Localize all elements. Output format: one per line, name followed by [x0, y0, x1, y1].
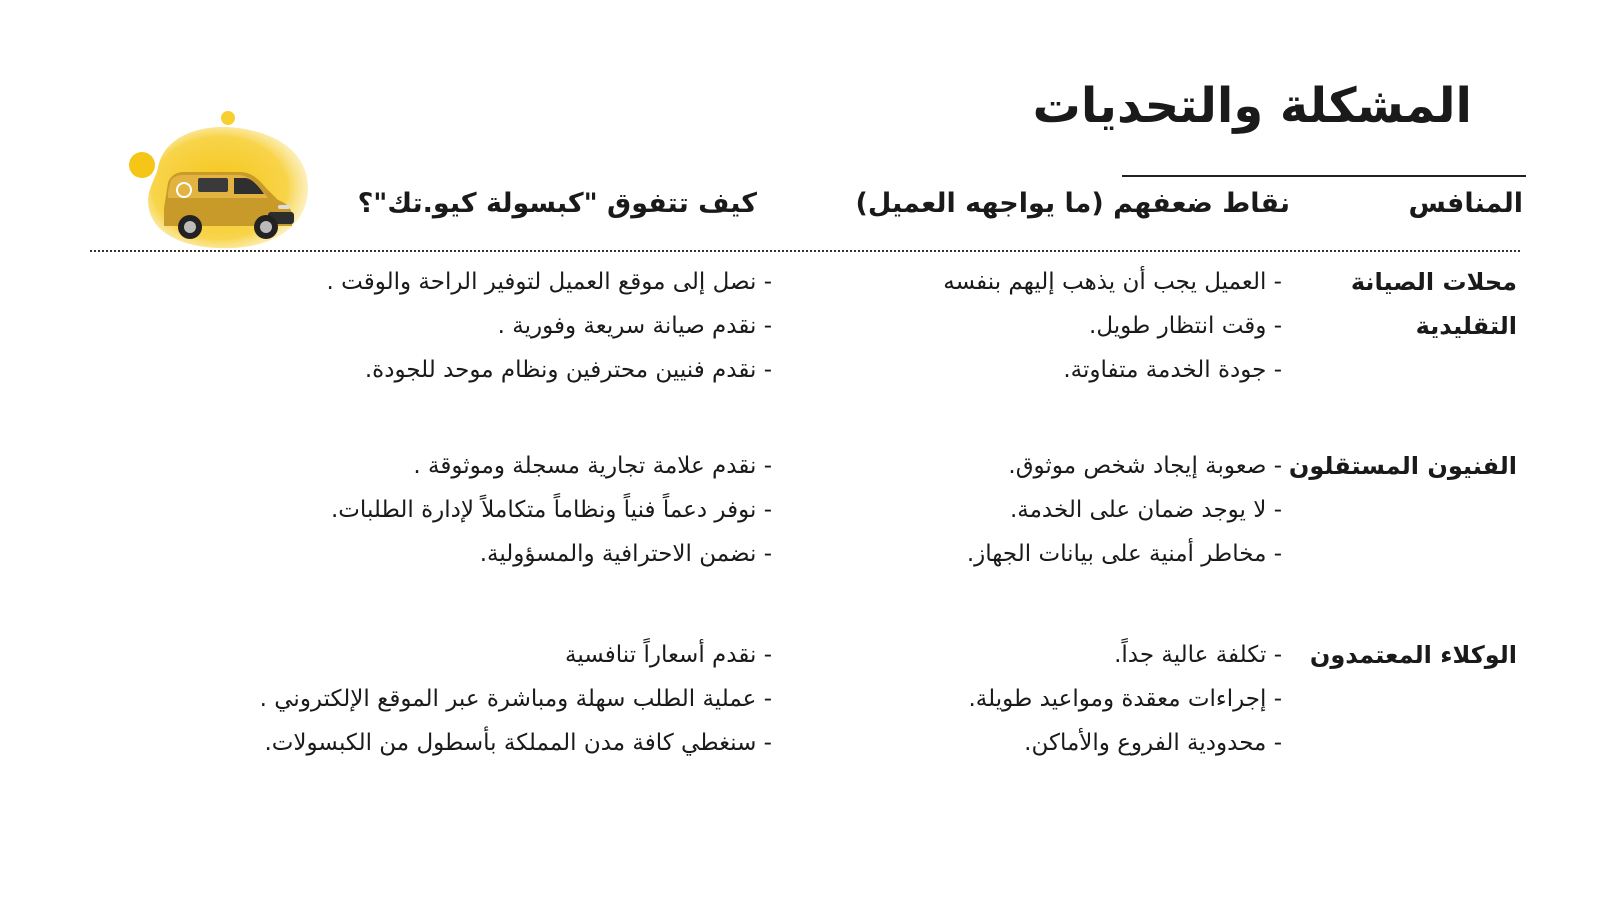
weakness-item: - إجراءات معقدة ومواعيد طويلة. — [968, 686, 1282, 712]
advantage-item: - نصل إلى موقع العميل لتوفير الراحة والوقت . — [326, 269, 772, 295]
table-row — [0, 444, 1600, 584]
advantage-item: - نوفر دعماً فنياً ونظاماً متكاملاً لإدارة الطلبات. — [330, 497, 772, 523]
weakness-list — [943, 260, 1282, 392]
advantage-item: - نقدم صيانة سريعة وفورية . — [497, 313, 772, 339]
weakness-item: - مخاطر أمنية على بيانات الجهاز. — [966, 541, 1282, 567]
weakness-list — [967, 444, 1282, 576]
advantage-list — [260, 633, 772, 765]
competitor-name: محلات الصيانة التقليدية — [1350, 268, 1517, 340]
weakness-list — [968, 633, 1282, 765]
advantage-item: - نقدم علامة تجارية مسجلة وموثوقة . — [413, 453, 772, 479]
van-icon — [128, 108, 328, 258]
advantage-item: - نضمن الاحترافية والمسؤولية. — [479, 541, 772, 567]
weakness-item: - العميل يجب أن يذهب إليهم بنفسه — [943, 269, 1282, 295]
table-row — [0, 260, 1600, 400]
title-underline — [1122, 175, 1526, 177]
advantage-list — [331, 444, 772, 576]
advantage-item: - نقدم فنيين محترفين ونظام موحد للجودة. — [364, 357, 772, 383]
competitor-name: الفنيون المستقلون — [1288, 452, 1517, 480]
advantage-list — [327, 260, 772, 392]
header-competitor: المنافس — [1408, 188, 1523, 219]
weakness-item: - وقت انتظار طويل. — [1089, 313, 1282, 339]
weakness-item: - لا يوجد ضمان على الخدمة. — [1009, 497, 1282, 523]
advantage-item: - سنغطي كافة مدن المملكة بأسطول من الكبسولات. — [264, 730, 772, 756]
advantage-item: - نقدم أسعاراً تنافسية — [565, 642, 772, 668]
competitor-name: الوكلاء المعتمدون — [1309, 641, 1517, 669]
weakness-item: - تكلفة عالية جداً. — [1114, 642, 1282, 668]
advantage-item: - عملية الطلب سهلة ومباشرة عبر الموقع الإلكتروني . — [259, 686, 772, 712]
header-weakness: نقاط ضعفهم (ما يواجهه العميل) — [855, 188, 1290, 219]
weakness-item: - جودة الخدمة متفاوتة. — [1063, 357, 1282, 383]
weakness-item: - صعوبة إيجاد شخص موثوق. — [1008, 453, 1282, 479]
header-advantage: كيف تتفوق "كبسولة كيو.تك"؟ — [357, 188, 757, 219]
table-row — [0, 633, 1600, 773]
slide-title: المشكلة والتحديات — [1032, 78, 1472, 134]
header-divider — [90, 250, 1520, 252]
weakness-item: - محدودية الفروع والأماكن. — [1024, 730, 1282, 756]
